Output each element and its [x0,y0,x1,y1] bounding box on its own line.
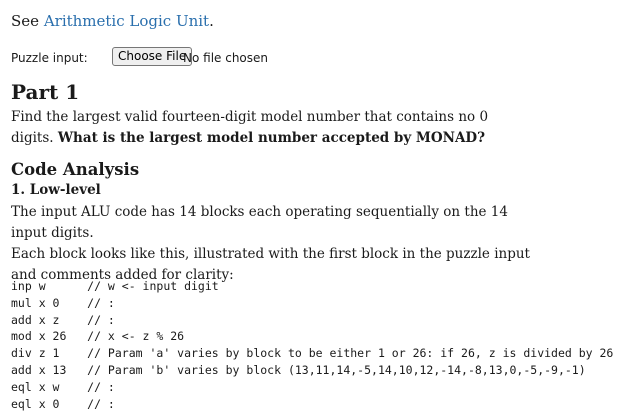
low-level-subheading: 1. Low-level [11,182,101,198]
analysis-paragraph-1: The input ALU code has 14 blocks each operating sequentially on the 14 input digits. [11,204,508,241]
code-line: div z 1 // Param 'a' varies by block to be either 1 or 26: if 26, z is divided by 26 [11,346,614,361]
code-line: eql x 0 // : [11,396,115,411]
code-line: add x 13 // Param 'b' varies by block (13,11,14,-5,14,10,12,-14,-8,13,0,-5,-9,-1) [11,362,586,377]
see-suffix: . [209,12,214,30]
part-1-heading: Part 1 [11,80,80,104]
analysis-paragraph-2: Each block looks like this, illustrated with the first block in the puzzle input and comments added for clarity: [11,246,530,283]
code-block [11,278,613,412]
puzzle-input-label: Puzzle input: [11,51,88,65]
part-1-question: What is the largest model number accepted by MONAD? [57,130,486,146]
choose-file-button[interactable]: Choose File [112,47,192,66]
code-analysis-heading: Code Analysis [11,160,140,179]
analysis-text [11,202,531,286]
puzzle-input-row [11,47,411,69]
part-1-description [11,107,531,149]
see-prefix: See [11,12,44,30]
code-line: add x z // : [11,312,115,327]
file-status-text: No file chosen [183,51,269,65]
alu-link[interactable]: Arithmetic Logic Unit [43,12,210,30]
code-line: eql x w // : [11,379,115,394]
code-line: mul x 0 // : [11,295,115,310]
code-line: inp w // w <- input digit [11,279,219,293]
part-1-text: Find the largest valid fourteen-digit model number that contains no 0 digits. [11,109,489,146]
see-also-line [11,11,214,31]
code-line: mod x 26 // x <- z % 26 [11,329,185,344]
